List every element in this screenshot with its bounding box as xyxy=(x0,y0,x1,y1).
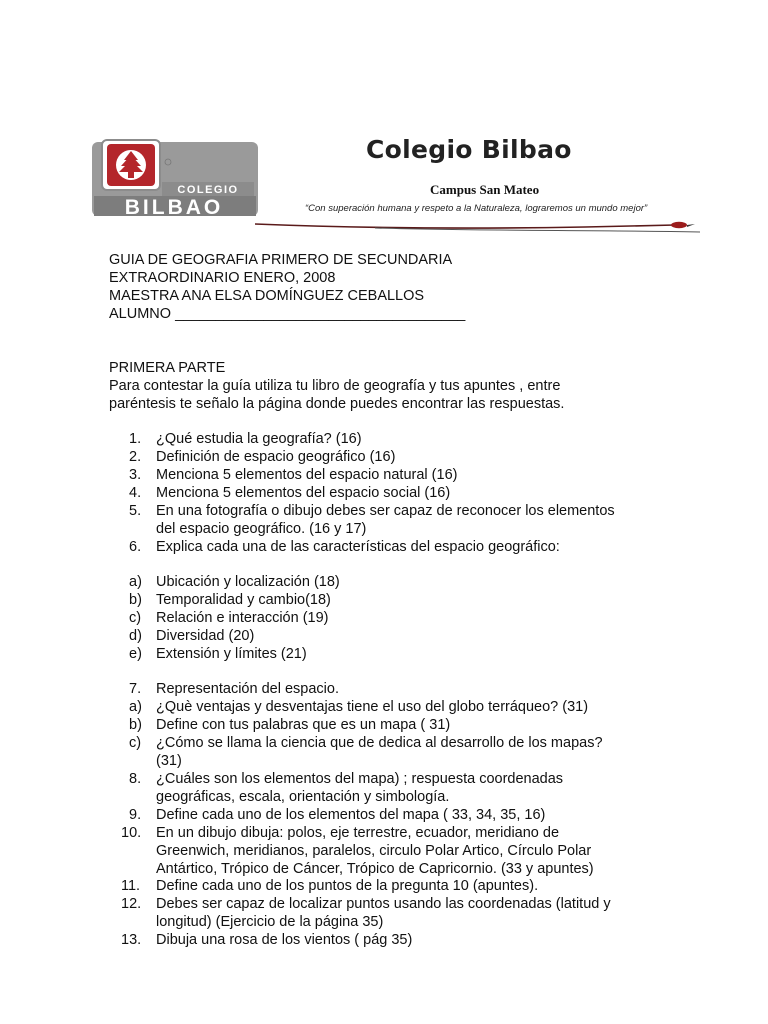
item-marker: 12. xyxy=(121,896,142,912)
item-text: Diversidad (20) xyxy=(156,628,255,644)
item-marker: b) xyxy=(129,592,142,608)
item-text: ¿Cuáles son los elementos del mapa) ; respuesta coordenadas xyxy=(156,771,564,787)
exam-date: EXTRAORDINARIO ENERO, 2008 xyxy=(109,270,336,286)
item-marker: 1. xyxy=(129,431,142,447)
teacher-name: MAESTRA ANA ELSA DOMÍNGUEZ CEBALLOS xyxy=(109,288,425,304)
item-marker: 2. xyxy=(129,449,142,465)
item-text: Explica cada una de las características del espacio geográfico: xyxy=(156,539,560,555)
item-text: Definición de espacio geográfico (16) xyxy=(156,449,396,465)
logo-text-colegio: COLEGIO xyxy=(177,184,239,196)
logo-text-bilbao: BILBAO xyxy=(124,196,224,218)
header-divider xyxy=(255,216,700,240)
item-text-continued: geográficas, escala, orientación y simbología. xyxy=(156,789,450,805)
item-marker: e) xyxy=(129,646,142,662)
student-name-line: ALUMNO ____________________________________ xyxy=(109,306,466,322)
item-text: En una fotografía o dibujo debes ser capaz de reconocer los elementos xyxy=(156,503,615,519)
item-marker: a) xyxy=(129,699,142,715)
section-title: PRIMERA PARTE xyxy=(109,360,226,376)
guide-title: GUIA DE GEOGRAFIA PRIMERO DE SECUNDARIA xyxy=(109,252,453,268)
item-text: Define cada uno de los puntos de la pregunta 10 (apuntes). xyxy=(156,878,539,894)
item-text: Relación e interacción (19) xyxy=(156,610,329,626)
item-text: Extensión y límites (21) xyxy=(156,646,307,662)
item-marker: 11. xyxy=(121,878,141,894)
item-marker: c) xyxy=(129,735,142,751)
item-text: ¿Cómo se llama la ciencia que de dedica al desarrollo de los mapas? xyxy=(156,735,603,751)
campus-name: Campus San Mateo xyxy=(430,182,540,197)
school-motto: “Con superación humana y respeto a la Naturaleza, lograremos un mundo mejor” xyxy=(305,203,648,214)
item-marker: 7. xyxy=(129,681,142,697)
item-text: En un dibujo dibuja: polos, eje terrestre, ecuador, meridiano de xyxy=(156,825,560,841)
instructions-line-1: Para contestar la guía utiliza tu libro de geografía y tus apuntes , entre xyxy=(109,378,561,394)
item-marker: 10. xyxy=(121,825,142,841)
item-text: Debes ser capaz de localizar puntos usando las coordenadas (latitud y xyxy=(156,896,611,912)
school-name: Colegio Bilbao xyxy=(366,135,572,164)
item-text-continued: del espacio geográfico. (16 y 17) xyxy=(156,521,367,537)
item-marker: b) xyxy=(129,717,142,733)
item-marker: 13. xyxy=(121,932,142,948)
item-marker: c) xyxy=(129,610,142,626)
item-text-continued: Greenwich, meridianos, paralelos, circulo Polar Artico, Círculo Polar xyxy=(156,843,592,859)
item-marker: 4. xyxy=(129,485,142,501)
item-marker: 3. xyxy=(129,467,142,483)
item-marker: 6. xyxy=(129,539,142,555)
item-marker: a) xyxy=(129,574,142,590)
item-text: Dibuja una rosa de los vientos ( pág 35) xyxy=(156,932,413,948)
item-marker: 5. xyxy=(129,503,142,519)
item-text: ¿Qué estudia la geografía? (16) xyxy=(156,431,362,447)
item-text: Temporalidad y cambio(18) xyxy=(156,592,331,608)
item-text: ¿Què ventajas y desventajas tiene el uso del globo terráqueo? (31) xyxy=(156,699,589,715)
item-text-continued: Antártico, Trópico de Cáncer, Trópico de Capricornio. (33 y apuntes) xyxy=(156,861,594,877)
item-text: Define con tus palabras que es un mapa ( 31) xyxy=(156,717,451,733)
item-text: Representación del espacio. xyxy=(156,681,339,697)
item-marker: 9. xyxy=(129,807,142,823)
item-text-continued: longitud) (Ejercicio de la página 35) xyxy=(156,914,384,930)
item-marker: 8. xyxy=(129,771,142,787)
instructions-line-2: paréntesis te señalo la página donde puedes encontrar las respuestas. xyxy=(109,396,565,412)
colegio-bilbao-logo xyxy=(90,138,260,218)
item-text-continued: (31) xyxy=(156,753,182,769)
item-marker: d) xyxy=(129,628,142,644)
item-text: Menciona 5 elementos del espacio natural (16) xyxy=(156,467,458,483)
item-text: Menciona 5 elementos del espacio social (16) xyxy=(156,485,451,501)
item-text: Ubicación y localización (18) xyxy=(156,574,340,590)
item-text: Define cada uno de los elementos del mapa ( 33, 34, 35, 16) xyxy=(156,807,546,823)
